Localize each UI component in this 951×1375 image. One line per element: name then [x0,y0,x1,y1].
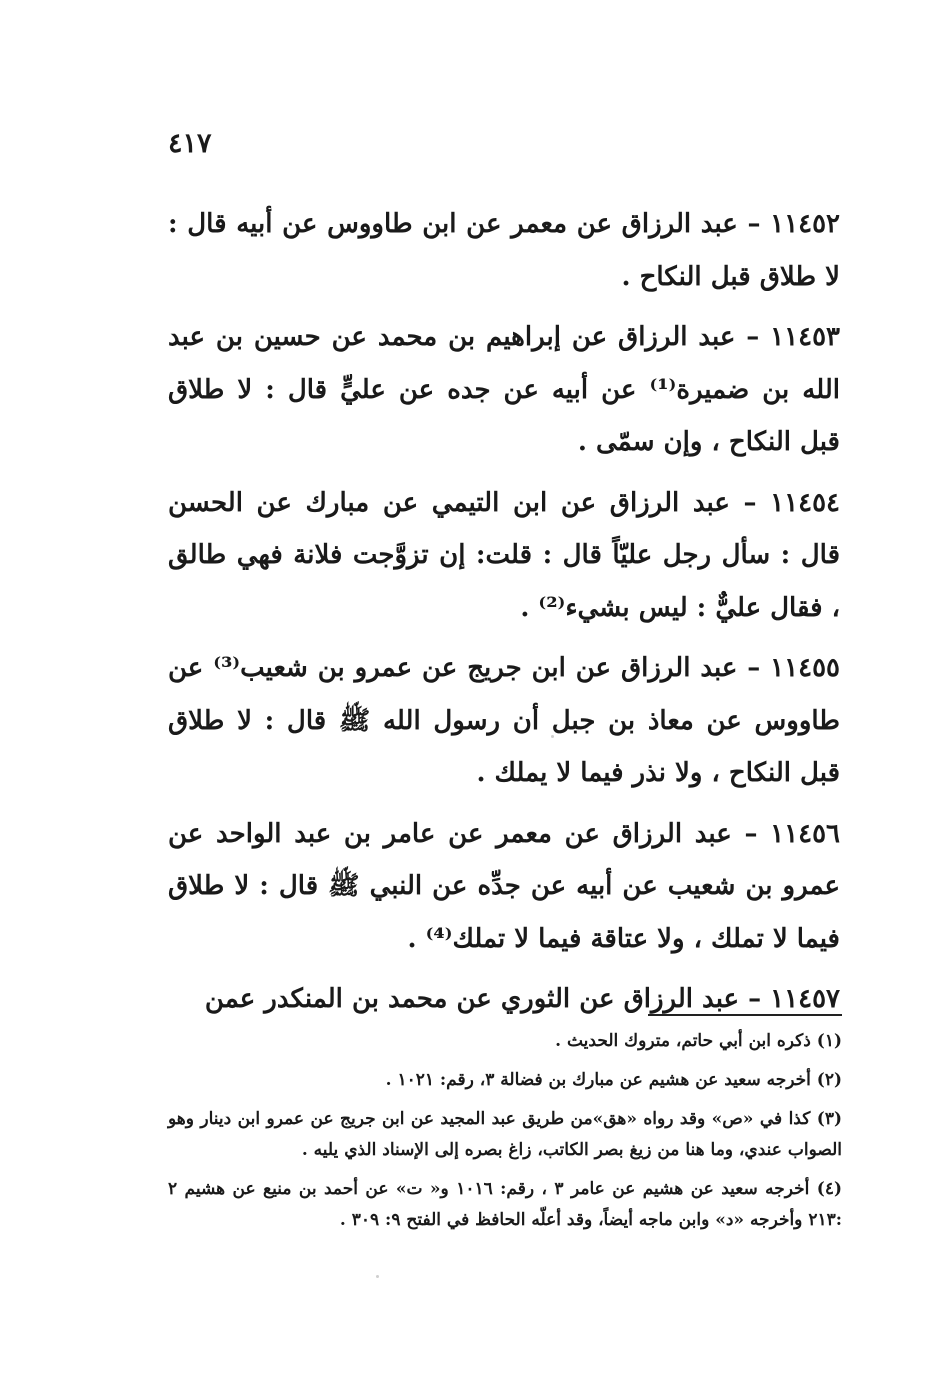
paper-speck [376,1275,379,1278]
footnote-2: (٢) أخرجه سعيد عن هشيم عن مبارك بن فضالة ٣، رقم: ١٠٢١ . [385,1070,842,1090]
footnote-divider [648,1014,842,1016]
paper-speck [551,735,554,738]
hadith-entry-11456: ١١٤٥٦ – عبد الرزاق عن معمر عن عامر بن عبد الواحد عن عمرو بن شعيب عن أبيه عن جدِّه عن النبي ﷺ قال : لا طلاق فيما لا تملك ، ولا عتاقة فيما لا تملك⁽⁴⁾ . [168,818,840,954]
footnotes [168,1026,842,1244]
hadith-entry-11457: ١١٤٥٧ – عبد الرزاق عن الثوري عن محمد بن المنكدر عمن [204,984,840,1014]
footnote-1: (١) ذكره ابن أبي حاتم، متروك الحديث . [555,1031,842,1051]
footnote-3: (٣) كذا في «ص» وقد رواه «هق»من طريق عبد المجيد عن ابن جريج عن عمرو ابن دينار وهو الصواب عندي، وما هنا من زيغ بصر الكاتب، زاغ بصره إلى الإسناد الذي يليه . [168,1109,842,1160]
hadith-list [168,198,840,1034]
hadith-entry-11452: ١١٤٥٢ – عبد الرزاق عن معمر عن ابن طاووس عن أبيه قال : لا طلاق قبل النكاح . [168,209,840,292]
page-number: ٤١٧ [168,128,212,159]
hadith-entry-11455: ١١٤٥٥ – عبد الرزاق عن ابن جريج عن عمرو بن شعيب⁽³⁾ عن طاووس عن معاذ بن جبل أن رسول الله ﷺ قال : لا طلاق قبل النكاح ، ولا نذر فيما لا يملك . [168,653,840,788]
footnote-4: (٤) أخرجه سعيد عن هشيم عن عامر ٣ ، رقم: ١٠١٦ و« ت» عن أحمد بن منيع عن هشيم ٢ :٢١٣ وأخرجه «د» وابن ماجه أيضاً، وقد أعلّه الحافظ في الفتح ٩: ٣٠٩ . [168,1179,842,1230]
hadith-entry-11454: ١١٤٥٤ – عبد الرزاق عن ابن التيمي عن مبارك عن الحسن قال : سأل رجل عليّاً قال : قلت: إن تزوَّجت فلانة فهي طالق ، فقال عليٌّ : ليس بشيء⁽²⁾ . [168,487,840,623]
hadith-entry-11453: ١١٤٥٣ – عبد الرزاق عن إبراهيم بن محمد عن حسين بن عبد الله بن ضميرة⁽¹⁾ عن أبيه عن جده عن عليٍّ قال : لا طلاق قبل النكاح ، وإن سمّى . [168,322,841,457]
